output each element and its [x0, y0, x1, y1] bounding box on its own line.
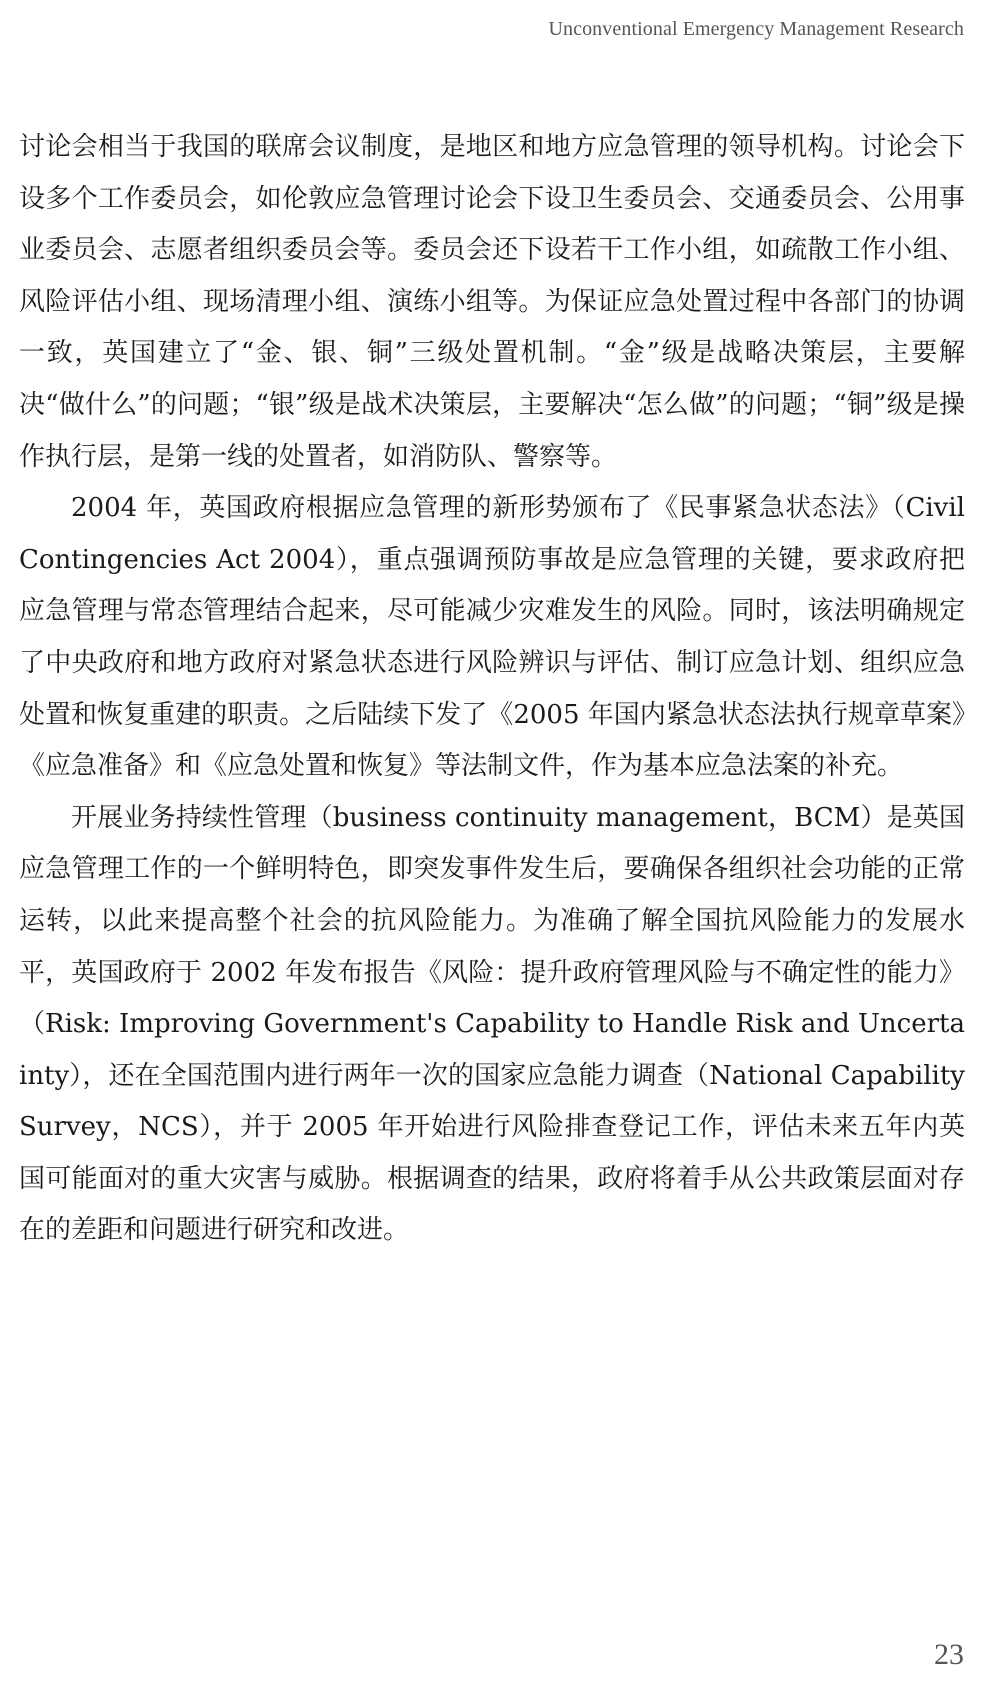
body-text: [19, 122, 965, 1257]
running-header: Unconventional Emergency Management Research: [548, 18, 964, 40]
paragraph-continued: 讨论会相当于我国的联席会议制度，是地区和地方应急管理的领导机构。讨论会下设多个工作委员会，如伦敦应急管理讨论会下设卫生委员会、交通委员会、公用事业委员会、志愿者组织委员会等。委员会还下设若干工作小组，如疏散工作小组、风险评估小组、现场清理小组、演练小组等。为保证应急处置过程中各部门的协调一致，英国建立了“金、银、铜”三级处置机制。“金”级是战略决策层，主要解决“做什么”的问题；“银”级是战术决策层，主要解决“怎么做”的问题；“铜”级是操作执行层，是第一线的处置者，如消防队、警察等。: [19, 132, 965, 472]
paragraph: 2004 年，英国政府根据应急管理的新形势颁布了《民事紧急状态法》（Civil Contingencies Act 2004），重点强调预防事故是应急管理的关键，要求政府把应急管理与常态管理结合起来，尽可能减少灾难发生的风险。同时，该法明确规定了中央政府和地方政府对紧急状态进行风险辨识与评估、制订应急计划、组织应急处置和恢复重建的职责。之后陆续下发了《2005 年国内紧急状态法执行规章草案》《应急准备》和《应急处置和恢复》等法制文件，作为基本应急法案的补充。: [19, 493, 965, 782]
page-number: 23: [934, 1638, 964, 1671]
paragraph: 开展业务持续性管理（business continuity management，BCM）是英国应急管理工作的一个鲜明特色，即突发事件发生后，要确保各组织社会功能的正常运转，以此来提高整个社会的抗风险能力。为准确了解全国抗风险能力的发展水平，英国政府于 2002 年发布报告《风险：提升政府管理风险与不确定性的能力》（Risk: Improving Government's Capability to Handle Risk and Uncertainty），还在全国范围内进行两年一次的国家应急能力调查（National Capability Survey，NCS），并于 2005 年开始进行风险排查登记工作，评估未来五年内英国可能面对的重大灾害与威胁。根据调查的结果，政府将着手从公共政策层面对存在的差距和问题进行研究和改进。: [19, 802, 965, 1246]
